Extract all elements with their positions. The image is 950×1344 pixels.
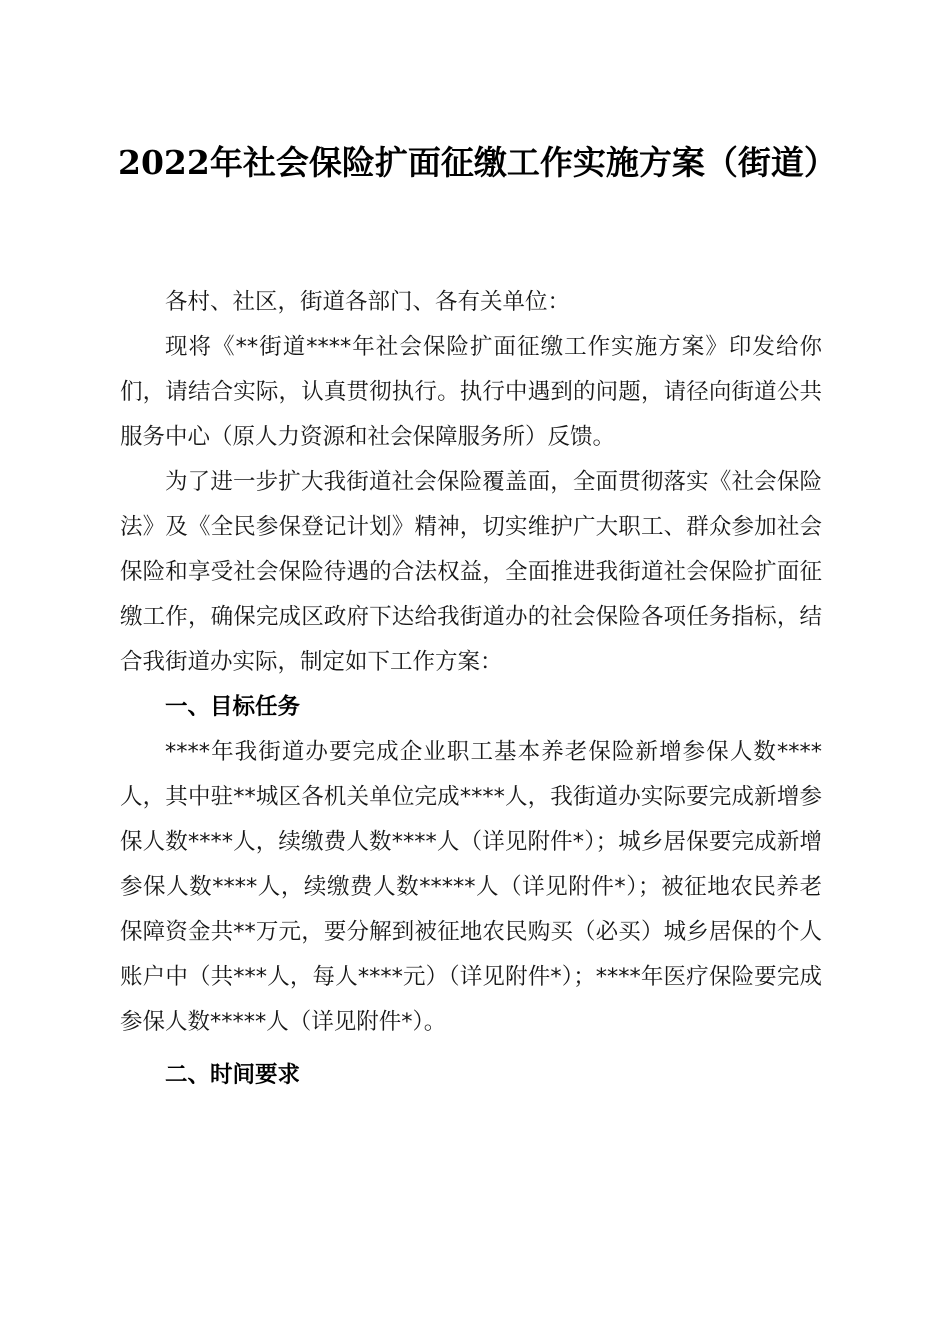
- document-body: [120, 280, 822, 1098]
- salutation: 各村、社区，街道各部门、各有关单位：: [165, 289, 571, 315]
- purpose-paragraph: 为了进一步扩大我街道社会保险覆盖面，全面贯彻落实《社会保险法》及《全民参保登记计划》精神，切实维护广大职工、群众参加社会保险和享受社会保险待遇的合法权益，全面推进我街道社会保险扩面征缴工作，确保完成区政府下达给我街道办的社会保险各项任务指标，结合我街道办实际，制定如下工作方案：: [120, 469, 822, 675]
- section-heading-goals: 一、目标任务: [165, 694, 301, 720]
- notice-paragraph: 现将《**街道****年社会保险扩面征缴工作实施方案》印发给你们，请结合实际，认真贯彻执行。执行中遇到的问题，请径向街道公共服务中心（原人力资源和社会保障服务所）反馈。: [120, 334, 822, 450]
- section-heading-timeline: 二、时间要求: [165, 1062, 301, 1088]
- goals-paragraph: ****年我街道办要完成企业职工基本养老保险新增参保人数****人，其中驻**城区各机关单位完成****人，我街道办实际要完成新增参保人数****人，续缴费人数****人（详见附件*）；城乡居保要完成新增参保人数****人，续缴费人数*****人（详见附件*）；被征地农民养老保障资金共**万元，要分解到被征地农民购买（必买）城乡居保的个人账户中（共***人，每人****元）（详见附件*）；****年医疗保险要完成参保人数*****人（详见附件*）。: [120, 739, 822, 1035]
- document-title: 2022年社会保险扩面征缴工作实施方案（街道）: [118, 143, 837, 182]
